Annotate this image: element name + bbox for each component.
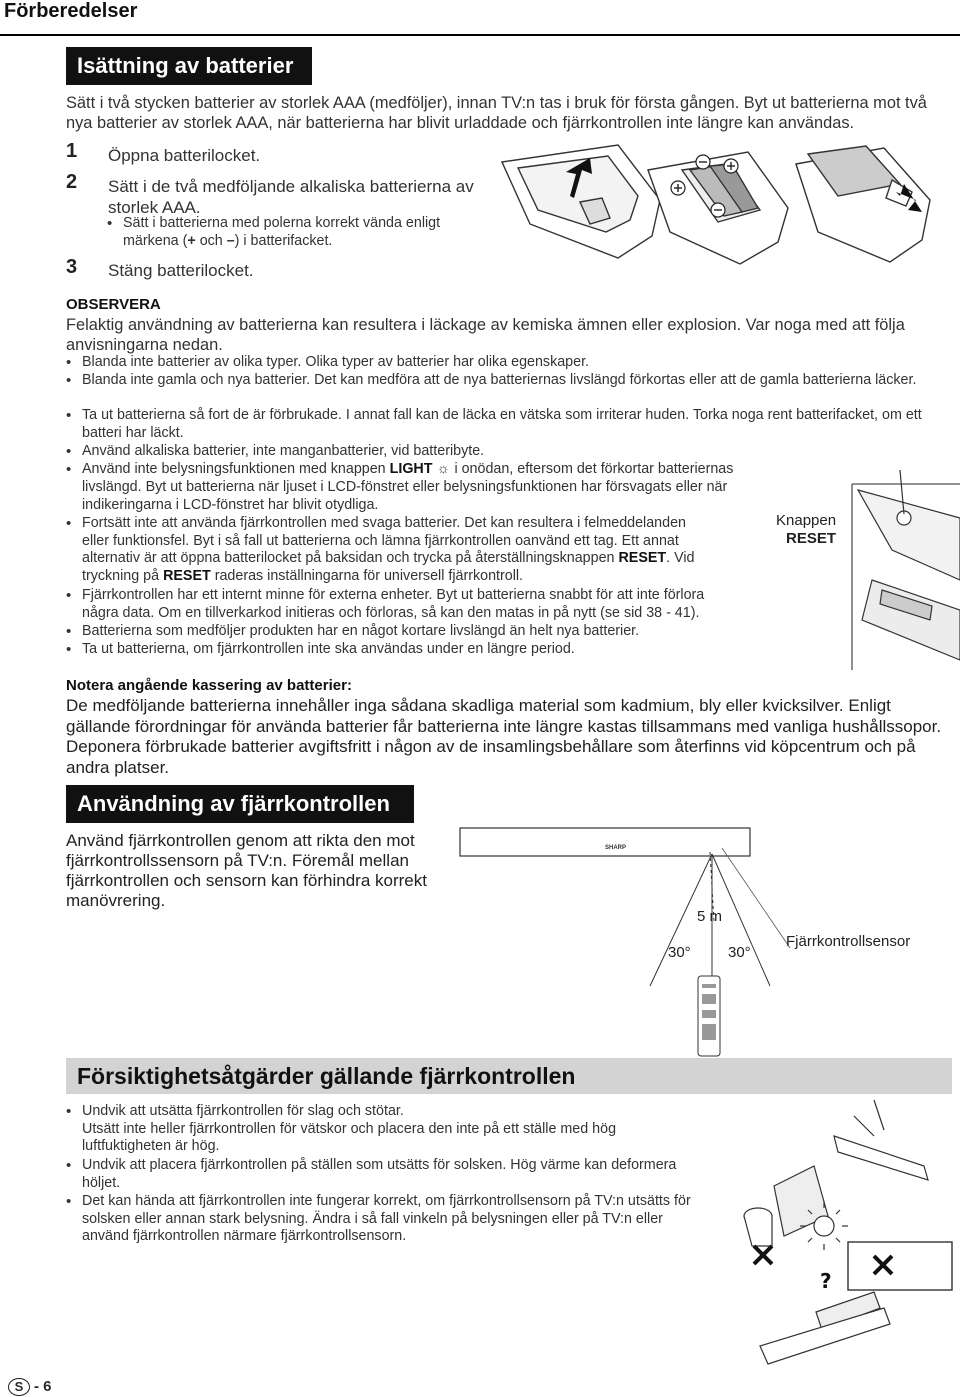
observera-bullet-5-cont: livslängd. Byt ut batterierna när ljuset i LCD-fönstret eller belysningsfunktionen har försvagats eller när indikeringarna i LCD-fönstret har blivit otydliga. bbox=[82, 479, 728, 513]
observera-bullet-7 bbox=[82, 587, 782, 622]
step-2-bullet-line2b: ) i batterifacket. bbox=[234, 232, 333, 249]
bullet-6-line4-end: raderas inställningarna för universell fjärrkontroll. bbox=[210, 567, 524, 584]
section-title-precautions: Försiktighetsåtgärder gällande fjärrkontrollen bbox=[66, 1058, 952, 1094]
observera-bullet-1: • Blanda inte batterier av olika typer. Olika typer av batterier har olika egenskaper. bbox=[82, 354, 952, 372]
observera-bullet-2: • Blanda inte gamla och nya batterier. Det kan medföra att de nya batteriernas livslängd förkortas eller att de gamla batterierna läcker. bbox=[82, 372, 952, 390]
minus-sign: – bbox=[226, 232, 235, 249]
page-letter-badge: S bbox=[8, 1378, 30, 1396]
disposal-text: De medföljande batterierna innehåller inga sådana skadliga material som kadmium, bly eller kvicksilver. Enligt gällande förordningar för använda batterier får batterierna inte längre kastas tillsammans med vanliga hushållssopor. Deponera förbrukade batterier avgiftsfritt i någon av de insamlingsbehållare som återfinns vid köpcentrum och på andra platser. bbox=[66, 696, 942, 777]
observera-bullet-9: • Ta ut batterierna, om fjärrkontrollen inte ska användas under en längre period. bbox=[82, 641, 782, 659]
precaution-bullet-1 bbox=[82, 1103, 642, 1156]
reset-label-bold: RESET bbox=[786, 530, 837, 547]
tv-brand: SHARP bbox=[605, 845, 627, 851]
remote-range-diagram bbox=[460, 826, 750, 1056]
observera-bullet-4: • Använd alkaliska batterier, inte manganbatterier, vid batteribyte. bbox=[82, 443, 952, 461]
observera-heading: OBSERVERA bbox=[66, 296, 161, 313]
section-title-battery: Isättning av batterier bbox=[66, 47, 312, 85]
step-2-bullet-line2a: märkena ( bbox=[123, 232, 188, 249]
step-3-text: Stäng batterilocket. bbox=[108, 261, 254, 280]
reset-illustration bbox=[852, 470, 960, 670]
step-2-bullet bbox=[123, 215, 503, 250]
bullet-6-line3-end: . Vid bbox=[666, 550, 695, 566]
page-number: - 6 bbox=[34, 1378, 52, 1395]
bullet-6-line2: eller funktionsfel. Byt i så fall ut batterierna och lämna fjärrkontrollen oanvänd ett tag. Ett annat bbox=[82, 532, 679, 549]
precaution-1-line1: Undvik att utsätta fjärrkontrollen för slag och stötar. bbox=[82, 1103, 404, 1119]
bullet-7-line1: Fjärrkontrollen har ett internt minne för externa enheter. Byt ut batterierna snabbt för att inte förlora bbox=[82, 587, 705, 603]
observera-bullet-6 bbox=[82, 515, 782, 585]
precautions-illustration bbox=[724, 1096, 954, 1376]
sensor-label: Fjärrkontrollsensor bbox=[786, 933, 911, 950]
angle-left-label: 30° bbox=[668, 944, 691, 961]
step-1-text: Öppna batterilocket. bbox=[108, 146, 261, 165]
page-header-title: Förberedelser bbox=[4, 0, 138, 22]
battery-intro: Sätt i två stycken batterier av storlek AAA (medföljer), innan TV:n tas i bruk för första gången. Byt ut batterierna mot två nya batterier av storlek AAA, när batterierna har blivit urladdade och fjärrkontrollen inte längre kan användas. bbox=[66, 94, 927, 132]
reset-button-name: RESET bbox=[618, 550, 667, 566]
bullet-5-pre: Använd inte belysningsfunktionen med knappen bbox=[82, 461, 390, 477]
step-1-number: 1 bbox=[66, 140, 78, 162]
step-3-number: 3 bbox=[66, 256, 78, 278]
bullet-6-line1: Fortsätt inte att använda fjärrkontrollen med svaga batterier. Det kan resultera i felmeddelanden bbox=[82, 515, 686, 531]
battery-insertion-illustration bbox=[498, 140, 948, 270]
section-title-remote-use: Användning av fjärrkontrollen bbox=[66, 785, 414, 823]
reset-label: Knappen bbox=[776, 512, 837, 529]
observera-bullet-8: • Batterierna som medföljer produkten har en något kortare livslängd än helt nya batterier. bbox=[82, 623, 782, 641]
svg-text:?: ? bbox=[820, 1269, 832, 1293]
distance-label: 5 m bbox=[697, 908, 723, 925]
angle-right-label: 30° bbox=[728, 944, 751, 961]
observera-bullet-3: • Ta ut batterierna så fort de är förbrukade. I annat fall kan de läcka en vätska som irriterar huden. Torka noga rent batterifacket, om ett batteri har läckt. bbox=[82, 407, 956, 442]
precaution-bullet-3: • Det kan hända att fjärrkontrollen inte fungerar korrekt, om fjärrkontrollsensorn på TV:n utsätts för solsken eller annan stark belysning. Ändra i så fall vinkeln på belysningen eller på TV:n eller använd fjärrkontrollen närmare fjärrkontrollsensorn. bbox=[82, 1193, 702, 1246]
plus-sign: + bbox=[187, 232, 196, 249]
reset-button-name-2: RESET bbox=[163, 567, 211, 584]
step-2-bullet-line1: Sätt i batterierna med polerna korrekt vända enligt bbox=[123, 215, 441, 231]
bullet-7-line2: några data. Om en tillverkarkod initieras och förloras, så kan den matas in på nytt (se sid 38 - 41). bbox=[82, 604, 700, 621]
page-header bbox=[0, 0, 960, 36]
disposal-heading: Notera angående kassering av batterier: bbox=[66, 677, 352, 694]
light-icon: ☼ bbox=[436, 461, 451, 477]
observera-intro: Felaktig användning av batterierna kan resultera i läckage av kemiska ämnen eller explosion. Var noga med att följa anvisningarna nedan. bbox=[66, 316, 905, 354]
bullet-5-post: i onödan, eftersom det förkortar batteriernas bbox=[450, 461, 734, 477]
observera-bullet-5 bbox=[82, 461, 960, 479]
och-text: och bbox=[195, 232, 227, 249]
step-2-number: 2 bbox=[66, 171, 78, 193]
bullet-6-line4: tryckning på bbox=[82, 567, 164, 584]
step-2-text: Sätt i de två medföljande alkaliska batterierna av storlek AAA. bbox=[108, 177, 474, 217]
remote-use-text: Använd fjärrkontrollen genom att rikta den mot fjärrkontrollssensorn på TV:n. Föremål mellan fjärrkontrollen och sensorn kan förhindra korrekt manövrering. bbox=[66, 831, 427, 910]
precaution-1-line2: Utsätt inte heller fjärrkontrollen för vätskor och placera den inte på ett ställe med hög luftfuktigheten är hög. bbox=[82, 1120, 617, 1154]
precaution-bullet-2: • Undvik att placera fjärrkontrollen på ställen som utsätts för solsken. Hög värme kan deformera höljet. bbox=[82, 1157, 682, 1192]
bullet-6-line3: alternativ är att öppna batterilocket på baksidan och trycka på återställningsknappen bbox=[82, 550, 619, 566]
light-button-name: LIGHT bbox=[389, 461, 433, 477]
